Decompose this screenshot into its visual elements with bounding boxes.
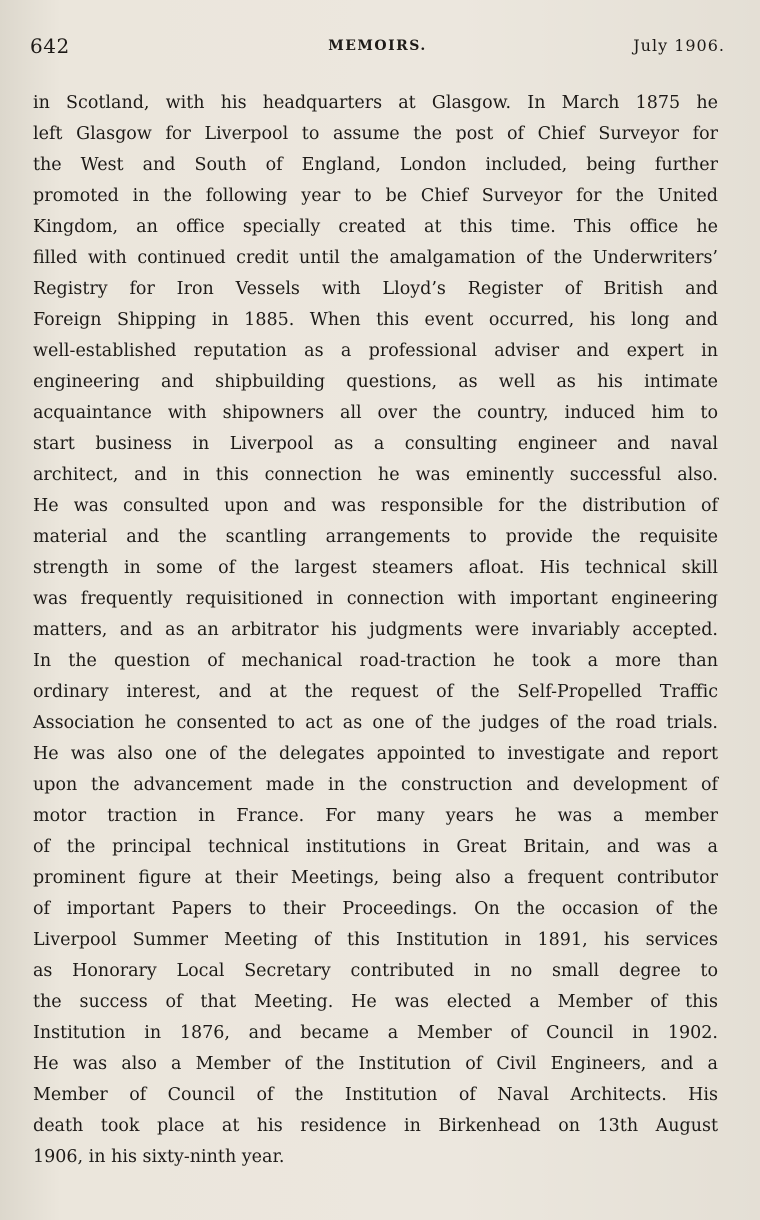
section-title: MEMOIRS. — [328, 38, 427, 54]
text-line: upon the advancement made in the construction and development of — [33, 775, 718, 795]
text-line: He was also one of the delegates appointed to investigate and report — [33, 744, 718, 764]
text-line: start business in Liverpool as a consulting engineer and naval — [33, 434, 718, 454]
text-line: ordinary interest, and at the request of the Self-Propelled Traffic — [33, 682, 718, 702]
text-line: matters, and as an arbitrator his judgments were invariably accepted. — [33, 620, 718, 640]
memoir-paragraph — [33, 88, 718, 1173]
text-line: was frequently requisitioned in connection with important engineering — [33, 589, 718, 609]
text-line: left Glasgow for Liverpool to assume the post of Chief Surveyor for — [33, 124, 718, 144]
text-line: Institution in 1876, and became a Member of Council in 1902. — [33, 1023, 718, 1043]
text-line: He was also a Member of the Institution of Civil Engineers, and a — [33, 1054, 718, 1074]
text-line: Foreign Shipping in 1885. When this event occurred, his long and — [33, 310, 718, 330]
text-line: well-established reputation as a professional adviser and expert in — [33, 341, 718, 361]
text-line: architect, and in this connection he was eminently successful also. — [33, 465, 718, 485]
text-line: in Scotland, with his headquarters at Glasgow. In March 1875 he — [33, 93, 718, 113]
text-line: In the question of mechanical road-traction he took a more than — [33, 651, 718, 671]
text-line: of important Papers to their Proceedings. On the occasion of the — [33, 899, 718, 919]
text-line: strength in some of the largest steamers afloat. His technical skill — [33, 558, 718, 578]
text-line: Kingdom, an office specially created at this time. This office he — [33, 217, 718, 237]
text-line: Member of Council of the Institution of Naval Architects. His — [33, 1085, 718, 1105]
text-line: Registry for Iron Vessels with Lloyd’s Register of British and — [33, 279, 718, 299]
page-number: 642 — [30, 34, 70, 58]
issue-date: July 1906. — [633, 36, 725, 55]
text-line: death took place at his residence in Birkenhead on 13th August — [33, 1116, 718, 1136]
text-line: He was consulted upon and was responsible for the distribution of — [33, 496, 718, 516]
text-line: filled with continued credit until the amalgamation of the Underwriters’ — [33, 248, 718, 268]
text-line: Liverpool Summer Meeting of this Institution in 1891, his services — [33, 930, 718, 950]
running-head — [30, 34, 725, 64]
text-line: the West and South of England, London included, being further — [33, 155, 718, 175]
text-line: engineering and shipbuilding questions, as well as his intimate — [33, 372, 718, 392]
text-line-last: 1906, in his sixty-ninth year. — [33, 1147, 285, 1167]
text-line: the success of that Meeting. He was elected a Member of this — [33, 992, 718, 1012]
text-line: of the principal technical institutions in Great Britain, and was a — [33, 837, 718, 857]
text-line: promoted in the following year to be Chief Surveyor for the United — [33, 186, 718, 206]
text-line: material and the scantling arrangements to provide the requisite — [33, 527, 718, 547]
text-line: acquaintance with shipowners all over the country, induced him to — [33, 403, 718, 423]
text-line: as Honorary Local Secretary contributed in no small degree to — [33, 961, 718, 981]
text-line: motor traction in France. For many years he was a member — [33, 806, 718, 826]
text-line: prominent figure at their Meetings, being also a frequent contributor — [33, 868, 718, 888]
text-line: Association he consented to act as one of the judges of the road trials. — [33, 713, 718, 733]
